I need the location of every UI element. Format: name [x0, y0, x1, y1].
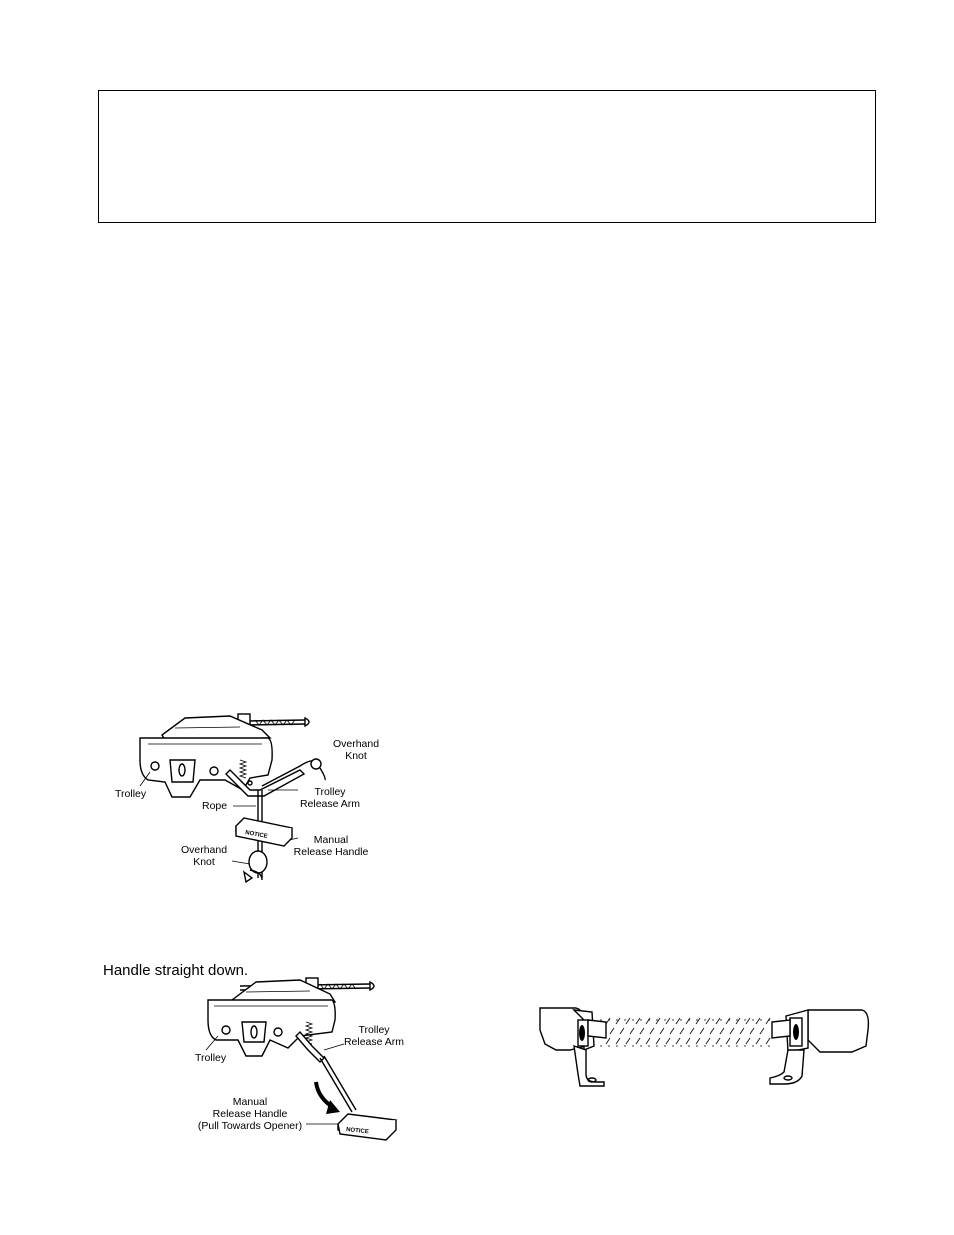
label-trolley-release-arm-2: Trolley Release Arm: [343, 1024, 405, 1048]
label-manual-release-handle-2: Manual Release Handle (Pull Towards Opener): [197, 1096, 303, 1132]
label-trolley-1: Trolley: [115, 788, 147, 800]
left-sensor: [540, 1008, 606, 1086]
label-manual-release-handle-1: Manual Release Handle: [293, 834, 369, 858]
label-rope: Rope: [202, 800, 228, 812]
label-overhand-knot-top: Overhand Knot: [332, 738, 380, 762]
invisible-beam: [600, 1018, 776, 1046]
handle-tag-text-2: NOTICE: [345, 1127, 369, 1136]
label-trolley-2: Trolley: [195, 1052, 227, 1064]
right-sensor: [770, 1010, 868, 1084]
caption-handle-straight-down: Handle straight down.: [103, 962, 249, 979]
handle-tag-text-1: NOTICE: [244, 830, 269, 840]
label-overhand-knot-bottom: Overhand Knot: [180, 844, 228, 868]
label-trolley-release-arm-1: Trolley Release Arm: [299, 786, 361, 810]
